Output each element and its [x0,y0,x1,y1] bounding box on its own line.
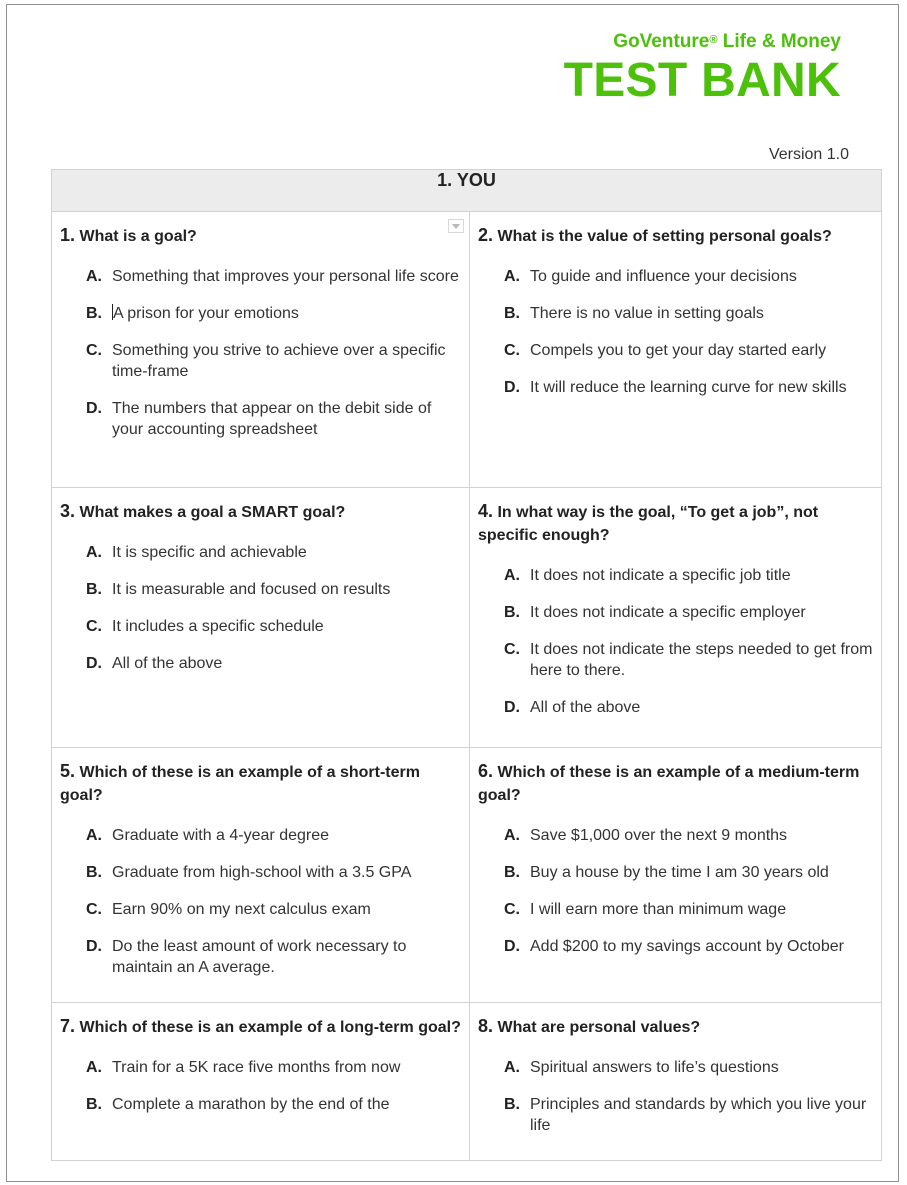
answer-letter: D. [86,655,102,672]
question-cell[interactable] [470,212,882,488]
answer-list [478,825,873,957]
question-content [52,212,469,440]
answer-option[interactable] [86,936,461,978]
brand-name-line [564,31,841,53]
registered-mark: ® [709,34,718,46]
question-content [470,1003,881,1136]
answer-text: Add $200 to my savings account by October [530,938,844,955]
answer-text: Earn 90% on my next calculus exam [112,901,371,918]
cell-dropdown-icon[interactable] [448,219,464,233]
answer-option[interactable] [504,565,873,586]
answer-letter: C. [504,641,520,658]
question-number: 4. [478,501,494,521]
answer-letter: D. [504,379,520,396]
answer-text: Spiritual answers to life’s questions [530,1059,779,1076]
question-number: 2. [478,225,494,245]
answer-option[interactable] [504,936,873,957]
answer-option[interactable] [86,398,461,440]
question-title [478,760,873,807]
text-cursor [112,304,113,320]
answer-option[interactable] [504,602,873,623]
answer-text: Buy a house by the time I am 30 years old [530,864,829,881]
answer-option[interactable] [86,1057,461,1078]
question-cell[interactable] [52,1003,470,1161]
answer-option[interactable] [504,862,873,883]
answer-option[interactable] [86,266,461,287]
answer-text: It does not indicate a specific employer [530,604,806,621]
answer-text: Do the least amount of work necessary to maintain an A average. [112,938,407,976]
answer-text: There is no value in setting goals [530,305,764,322]
question-title [478,500,873,547]
answer-letter: C. [86,901,102,918]
answer-letter: A. [504,268,520,285]
question-table [51,169,882,1161]
answer-text: Graduate with a 4-year degree [112,827,330,844]
answer-text: Train for a 5K race five months from now [112,1059,401,1076]
answer-option[interactable] [86,616,461,637]
answer-letter: D. [504,699,520,716]
answer-option[interactable] [504,825,873,846]
answer-text: I will earn more than minimum wage [530,901,787,918]
answer-letter: B. [504,305,520,322]
answer-list [478,1057,873,1136]
answer-letter: A. [86,268,102,285]
answer-option[interactable] [504,639,873,681]
answer-option[interactable] [86,303,461,324]
answer-letter: A. [86,827,102,844]
question-title [60,500,461,524]
answer-text: Principles and standards by which you live your life [530,1096,867,1134]
answer-text: It includes a specific schedule [112,618,324,635]
answer-letter: A. [504,1059,520,1076]
answer-list [60,1057,461,1115]
question-content [52,748,469,978]
question-cell[interactable] [470,1003,882,1161]
question-number: 1. [60,225,76,245]
answer-option[interactable] [504,1094,873,1136]
answer-option[interactable] [86,1094,461,1115]
answer-option[interactable] [504,899,873,920]
question-title [60,1015,461,1039]
answer-option[interactable] [86,899,461,920]
question-cell[interactable] [52,748,470,1003]
answer-letter: C. [86,342,102,359]
answer-letter: A. [504,827,520,844]
question-text: Which of these is an example of a short-term goal? [60,764,420,804]
answer-letter: D. [86,400,102,417]
answer-list [60,266,461,440]
answer-option[interactable] [504,377,873,398]
answer-letter: B. [86,1096,102,1113]
answer-option[interactable] [86,653,461,674]
answer-text: It will reduce the learning curve for new skills [530,379,847,396]
answer-letter: A. [504,567,520,584]
answer-text: A prison for your emotions [113,305,299,322]
answer-letter: B. [504,1096,520,1113]
answer-letter: B. [86,305,102,322]
answer-text: All of the above [530,699,641,716]
version-label: Version 1.0 [768,146,849,163]
answer-text: To guide and influence your decisions [530,268,797,285]
brand-name: GoVenture [613,31,710,52]
answer-text: Save $1,000 over the next 9 months [530,827,788,844]
answer-list [478,565,873,718]
answer-letter: B. [504,864,520,881]
question-content [52,488,469,674]
answer-letter: B. [86,581,102,598]
answer-text: It does not indicate the steps needed to get from here to there. [530,641,873,679]
answer-option[interactable] [86,825,461,846]
question-text: What is the value of setting personal goals? [497,228,832,245]
answer-text: It is specific and achievable [112,544,307,561]
answer-text: Graduate from high-school with a 3.5 GPA [112,864,412,881]
answer-option[interactable] [504,266,873,287]
question-text: Which of these is an example of a long-term goal? [79,1019,461,1036]
answer-option[interactable] [504,697,873,718]
answer-text: It is measurable and focused on results [112,581,391,598]
answer-option[interactable] [86,542,461,563]
answer-text: Complete a marathon by the end of the [112,1096,390,1113]
answer-option[interactable] [504,1057,873,1078]
answer-letter: C. [86,618,102,635]
answer-list [60,542,461,674]
answer-letter: A. [86,544,102,561]
question-cell[interactable] [52,488,470,748]
question-cell[interactable] [470,748,882,1003]
answer-list [478,266,873,398]
answer-letter: D. [504,938,520,955]
answer-option[interactable] [86,340,461,382]
question-number: 5. [60,761,76,781]
answer-letter: B. [504,604,520,621]
question-cell[interactable] [52,212,470,488]
answer-text: Compels you to get your day started early [530,342,827,359]
question-number: 7. [60,1016,76,1036]
answer-text: Something you strive to achieve over a specific time-frame [112,342,446,380]
answer-list [60,825,461,978]
question-text: What is a goal? [79,228,197,245]
question-number: 6. [478,761,494,781]
brand-suffix: Life & Money [722,31,841,52]
answer-option[interactable] [504,340,873,361]
question-title [60,224,461,248]
document-title: TEST BANK [563,54,841,107]
answer-letter: D. [86,938,102,955]
question-content [52,1003,469,1115]
question-number: 8. [478,1016,494,1036]
question-content [470,212,881,398]
answer-letter: B. [86,864,102,881]
question-text: What are personal values? [497,1019,701,1036]
answer-letter: C. [504,342,520,359]
question-text: In what way is the goal, “To get a job”, not specific enough? [478,504,819,544]
answer-text: All of the above [112,655,223,672]
answer-letter: C. [504,901,520,918]
answer-option[interactable] [86,862,461,883]
question-text: What makes a goal a SMART goal? [79,504,346,521]
question-content [470,748,881,957]
answer-text: Something that improves your personal life score [112,268,459,285]
question-title [478,1015,873,1039]
answer-text: The numbers that appear on the debit side of your accounting spreadsheet [112,400,432,438]
answer-text: It does not indicate a specific job title [530,567,791,584]
section-header: 1. YOU [52,170,882,212]
brand-header [564,31,841,107]
answer-option[interactable] [504,303,873,324]
question-number: 3. [60,501,76,521]
document-page [6,4,899,1182]
answer-option[interactable] [86,579,461,600]
question-content [470,488,881,718]
answer-letter: A. [86,1059,102,1076]
question-title [478,224,873,248]
question-cell[interactable] [470,488,882,748]
question-title [60,760,461,807]
question-text: Which of these is an example of a medium-term goal? [478,764,860,804]
